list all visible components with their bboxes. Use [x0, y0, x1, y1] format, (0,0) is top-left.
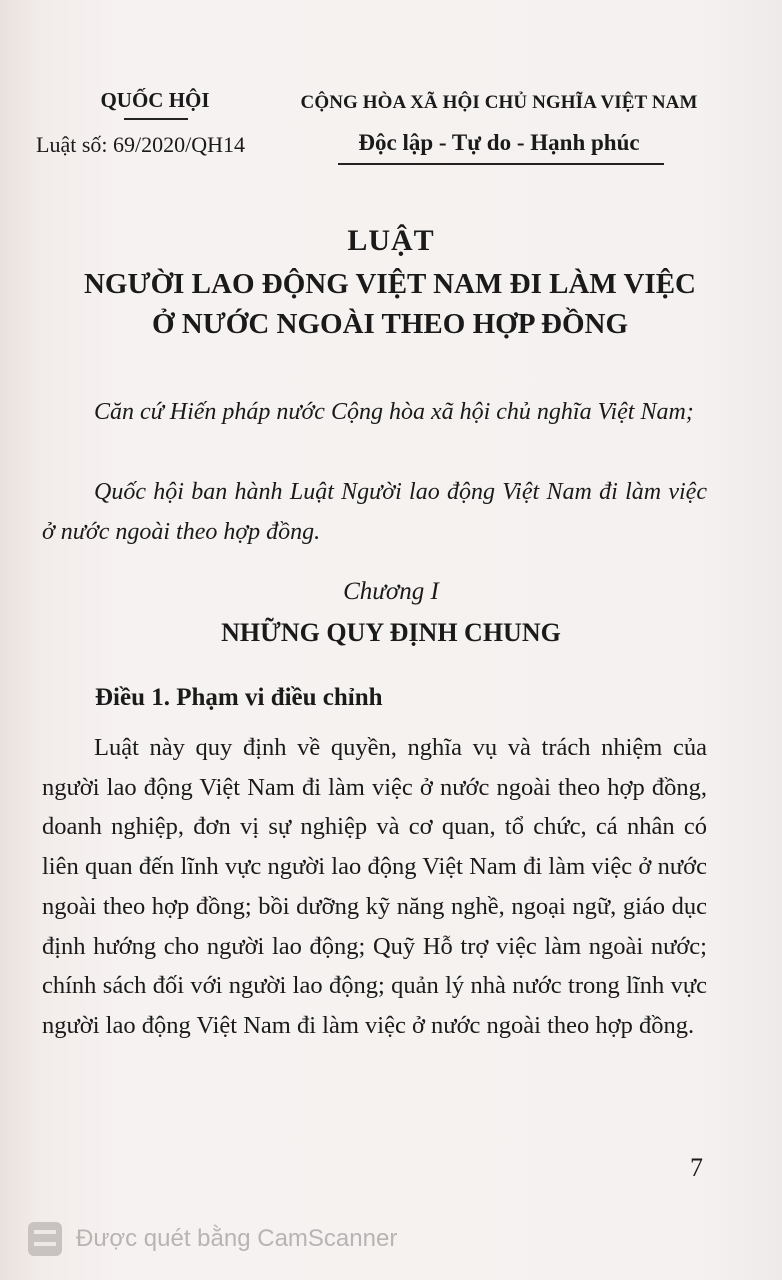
- chapter-label: Chương I: [343, 578, 439, 605]
- camscanner-logo-icon: [28, 1222, 62, 1256]
- page-number: 7: [690, 1153, 703, 1182]
- document-type-title: LUẬT: [347, 224, 435, 257]
- national-motto: Độc lập - Tự do - Hạnh phúc: [358, 130, 640, 155]
- scanner-watermark: [28, 1222, 397, 1256]
- national-title: CỘNG HÒA XÃ HỘI CHỦ NGHĨA VIỆT NAM: [300, 92, 698, 113]
- legal-basis-constitution: Căn cứ Hiến pháp nước Cộng hòa xã hội chủ nghĩa Việt Nam;: [94, 399, 694, 425]
- national-motto-underline: [338, 163, 664, 165]
- law-title-line-1: NGƯỜI LAO ĐỘNG VIỆT NAM ĐI LÀM VIỆC: [83, 268, 697, 300]
- legal-basis-promulgation: Quốc hội ban hành Luật Người lao động Việt Nam đi làm việc ở nước ngoài theo hợp đồng.: [42, 479, 707, 545]
- article-heading: Điều 1. Phạm vi điều chỉnh: [95, 684, 383, 711]
- watermark-text: Được quét bằng CamScanner: [76, 1225, 398, 1252]
- law-number: Luật số: 69/2020/QH14: [36, 132, 245, 157]
- article-body: Luật này quy định về quyền, nghĩa vụ và trách nhiệm của người lao động Việt Nam đi làm việc ở nước ngoài theo hợp đồng, doanh nghiệp, đơn vị sự nghiệp và cơ quan, tổ chức, cá nhân có liên quan đến lĩnh vực người lao động Việt Nam đi làm việc ở nước ngoài theo hợp đồng; bồi dưỡng kỹ năng nghề, ngoại ngữ, giáo dục định hướng cho người lao động; Quỹ Hỗ trợ việc làm ngoài nước; chính sách đối với người lao động; quản lý nhà nước trong lĩnh vực người lao động Việt Nam đi làm việc ở nước ngoài theo hợp đồng.: [42, 734, 707, 1039]
- chapter-title: NHỮNG QUY ĐỊNH CHUNG: [221, 618, 561, 647]
- law-title-line-2: Ở NƯỚC NGOÀI THEO HỢP ĐỒNG: [151, 308, 629, 340]
- issuing-authority: QUỐC HỘI: [100, 88, 210, 112]
- issuing-authority-underline: [124, 118, 188, 120]
